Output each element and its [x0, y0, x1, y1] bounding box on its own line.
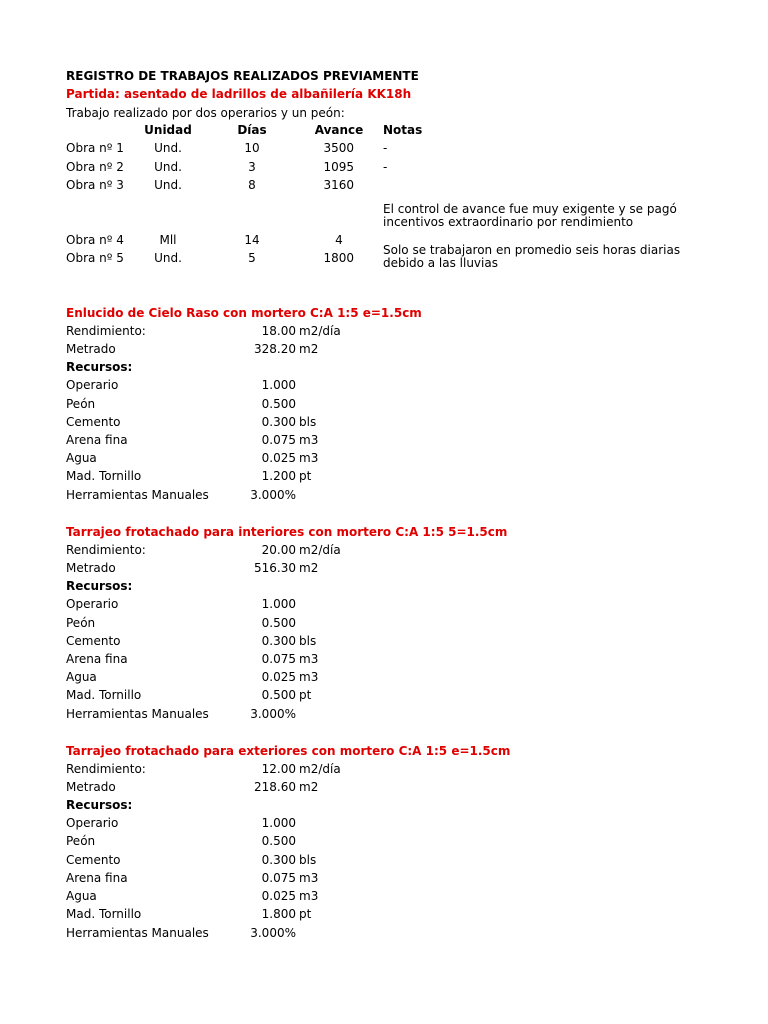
resource-value: 0.300 — [261, 634, 296, 648]
unidad-cell: Und. — [154, 160, 182, 174]
tools-value: 3.000% — [250, 488, 296, 502]
resource-name: Peón — [66, 834, 96, 848]
resource-name: Operario — [66, 378, 119, 392]
resource-value: 0.025 — [261, 670, 296, 684]
obra-label: Obra nº 5 — [66, 251, 124, 265]
resource-value: 0.075 — [261, 433, 296, 447]
avance-cell: 3160 — [323, 178, 354, 192]
nota-cell: - — [383, 160, 388, 174]
recursos-label: Recursos: — [66, 579, 133, 593]
metrado-unit: m2 — [299, 342, 319, 356]
resource-value: 1.200 — [261, 469, 296, 483]
dias-cell: 3 — [248, 160, 256, 174]
resource-unit: m3 — [299, 889, 319, 903]
obra-label: Obra nº 2 — [66, 160, 124, 174]
resource-unit: bls — [299, 634, 317, 648]
resource-name: Operario — [66, 816, 119, 830]
dias-cell: 10 — [244, 141, 260, 155]
resource-value: 0.300 — [261, 415, 296, 429]
resource-value: 1.000 — [261, 378, 296, 392]
rendimiento-unit: m2/día — [299, 543, 341, 557]
unidad-cell: Und. — [154, 251, 182, 265]
tools-value: 3.000% — [250, 707, 296, 721]
resource-value: 0.025 — [261, 451, 296, 465]
dias-cell: 8 — [248, 178, 256, 192]
column-header-unidad: Unidad — [144, 123, 192, 137]
rendimiento-label: Rendimiento: — [66, 762, 146, 776]
resource-value: 0.500 — [261, 616, 296, 630]
note-avance: El control de avance fue muy exigente y se pagó incentivos extraordinario por rendimiento — [383, 202, 677, 229]
avance-cell: 1095 — [323, 160, 354, 174]
resource-name: Cemento — [66, 853, 121, 867]
metrado-unit: m2 — [299, 780, 319, 794]
resource-unit: m3 — [299, 670, 319, 684]
resource-name: Mad. Tornillo — [66, 907, 142, 921]
resource-name: Arena fina — [66, 652, 128, 666]
resource-name: Mad. Tornillo — [66, 469, 142, 483]
resource-unit: m3 — [299, 652, 319, 666]
resource-unit: bls — [299, 853, 317, 867]
document-title: REGISTRO DE TRABAJOS REALIZADOS PREVIAMENTE — [66, 69, 419, 83]
metrado-label: Metrado — [66, 780, 116, 794]
rendimiento-value: 12.00 — [261, 762, 296, 776]
recursos-label: Recursos: — [66, 360, 133, 374]
section-title: Tarrajeo frotachado para exteriores con mortero C:A 1:5 e=1.5cm — [66, 744, 511, 758]
nota-cell: - — [383, 141, 388, 155]
rendimiento-value: 20.00 — [261, 543, 296, 557]
column-header-dias: Días — [237, 123, 267, 137]
tools-label: Herramientas Manuales — [66, 488, 209, 502]
unidad-cell: Und. — [154, 141, 182, 155]
avance-cell: 3500 — [323, 141, 354, 155]
section-title: Tarrajeo frotachado para interiores con mortero C:A 1:5 5=1.5cm — [66, 525, 508, 539]
resource-name: Peón — [66, 397, 96, 411]
metrado-unit: m2 — [299, 561, 319, 575]
unidad-cell: Mll — [159, 233, 177, 247]
resource-unit: pt — [299, 469, 312, 483]
resource-value: 1.000 — [261, 816, 296, 830]
resource-name: Arena fina — [66, 871, 128, 885]
note-lluvias: Solo se trabajaron en promedio seis horas diarias debido a las lluvias — [383, 243, 681, 270]
intro-text: Trabajo realizado por dos operarios y un peón: — [66, 106, 345, 120]
obra-label: Obra nº 4 — [66, 233, 124, 247]
resource-unit: pt — [299, 907, 312, 921]
resource-name: Operario — [66, 597, 119, 611]
dias-cell: 14 — [244, 233, 260, 247]
resource-unit: bls — [299, 415, 317, 429]
resource-name: Arena fina — [66, 433, 128, 447]
obra-label: Obra nº 1 — [66, 141, 124, 155]
resource-name: Mad. Tornillo — [66, 688, 142, 702]
resource-value: 0.500 — [261, 397, 296, 411]
resource-name: Agua — [66, 670, 97, 684]
resource-value: 1.800 — [261, 907, 296, 921]
avance-cell: 1800 — [323, 251, 354, 265]
resource-name: Peón — [66, 616, 96, 630]
avance-cell: 4 — [335, 233, 343, 247]
dias-cell: 5 — [248, 251, 256, 265]
rendimiento-label: Rendimiento: — [66, 324, 146, 338]
resource-unit: pt — [299, 688, 312, 702]
tools-value: 3.000% — [250, 926, 296, 940]
metrado-label: Metrado — [66, 342, 116, 356]
resource-name: Cemento — [66, 415, 121, 429]
resource-unit: m3 — [299, 433, 319, 447]
resource-unit: m3 — [299, 871, 319, 885]
recursos-label: Recursos: — [66, 798, 133, 812]
resource-unit: m3 — [299, 451, 319, 465]
column-header-notas: Notas — [383, 123, 423, 137]
tools-label: Herramientas Manuales — [66, 707, 209, 721]
rendimiento-unit: m2/día — [299, 762, 341, 776]
unidad-cell: Und. — [154, 178, 182, 192]
section-title: Enlucido de Cielo Raso con mortero C:A 1:5 e=1.5cm — [66, 306, 422, 320]
resource-value: 0.500 — [261, 688, 296, 702]
column-header-avance: Avance — [314, 123, 364, 137]
resource-value: 1.000 — [261, 597, 296, 611]
metrado-value: 328.20 — [254, 342, 296, 356]
resource-name: Cemento — [66, 634, 121, 648]
resource-value: 0.025 — [261, 889, 296, 903]
resource-name: Agua — [66, 451, 97, 465]
resource-value: 0.075 — [261, 871, 296, 885]
obra-label: Obra nº 3 — [66, 178, 124, 192]
metrado-label: Metrado — [66, 561, 116, 575]
partida-title: Partida: asentado de ladrillos de albañilería KK18h — [66, 87, 412, 101]
tools-label: Herramientas Manuales — [66, 926, 209, 940]
metrado-value: 516.30 — [254, 561, 296, 575]
rendimiento-value: 18.00 — [261, 324, 296, 338]
rendimiento-unit: m2/día — [299, 324, 341, 338]
metrado-value: 218.60 — [254, 780, 296, 794]
rendimiento-label: Rendimiento: — [66, 543, 146, 557]
resource-value: 0.300 — [261, 853, 296, 867]
resource-value: 0.075 — [261, 652, 296, 666]
resource-name: Agua — [66, 889, 97, 903]
resource-value: 0.500 — [261, 834, 296, 848]
